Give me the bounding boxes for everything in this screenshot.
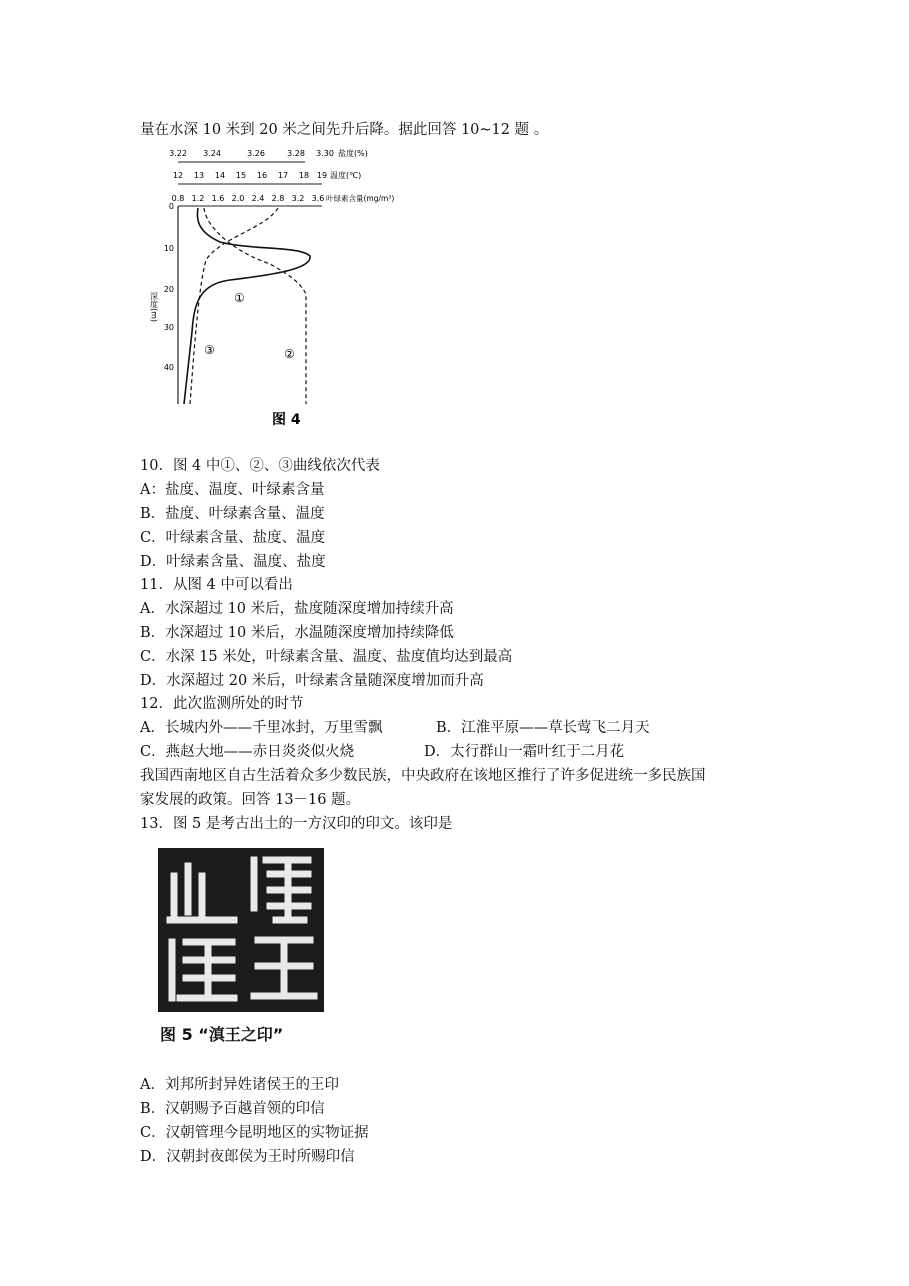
chlorophyll-tick: 2.4 [251,194,265,203]
q10-stem: 10．图 4 中①、②、③曲线依次代表 [140,458,380,474]
q12-option-a: A．长城内外——千里冰封，万里雪飘 [140,720,383,736]
q11-stem: 11．从图 4 中可以看出 [140,577,293,593]
depth-axis-label: 深度(m) [149,292,159,323]
temperature-tick: 17 [277,171,289,180]
curve-label-1: ① [234,291,245,305]
temperature-tick: 18 [298,171,310,180]
chlorophyll-tick: 1.2 [191,194,205,203]
q13-stem: 13．图 5 是考古出土的一方汉印的印文。该印是 [140,816,453,832]
salinity-axis-label: 盐度(%) [338,149,368,158]
curve-1 [184,208,310,404]
q10-option-c: C．叶绿素含量、盐度、温度 [140,530,326,546]
q12-option-b: B．江淮平原——草长莺飞二月天 [436,720,650,736]
depth-tick: 20 [163,285,174,294]
q10-option-b: B．盐度、叶绿素含量、温度 [140,506,325,522]
q12-option-c: C．燕赵大地——赤日炎炎似火烧 [140,744,355,760]
q11-option-b: B．水深超过 10 米后，水温随深度增加持续降低 [140,625,454,641]
temperature-tick: 12 [172,171,184,180]
q12-stem: 12．此次监测所处的时节 [140,696,304,712]
temperature-tick: 16 [256,171,268,180]
q13-option-b: B．汉朝赐予百越首领的印信 [140,1101,325,1117]
curve-label-3: ③ [204,343,215,357]
salinity-tick: 3.28 [287,149,305,158]
salinity-tick: 3.26 [247,149,265,158]
q13-option-a: A．刘邦所封异姓诸侯王的王印 [140,1077,339,1093]
passage-line-2: 家发展的政策。回答 13－16 题。 [140,792,361,808]
chlorophyll-tick: 1.6 [211,194,225,203]
temperature-tick: 14 [214,171,226,180]
chlorophyll-axis-label: 叶绿素含量(mg/m³) [326,194,395,203]
q10-option-d: D．叶绿素含量、温度、盐度 [140,554,326,570]
chlorophyll-tick: 0.8 [171,194,185,203]
chlorophyll-tick: 3.2 [291,194,305,203]
figure-5-caption: 图 5 “滇王之印” [160,1025,284,1044]
q13-option-d: D．汉朝封夜郎侯为王时所赐印信 [140,1149,355,1165]
q13-option-c: C．汉朝管理今昆明地区的实物证据 [140,1125,369,1141]
q11-option-d: D．水深超过 20 米后，叶绿素含量随深度增加而升高 [140,673,484,689]
q10-option-a: A：盐度、温度、叶绿素含量 [140,482,325,498]
depth-tick: 0 [168,202,174,211]
curve-label-2: ② [284,347,295,361]
depth-tick: 10 [163,244,174,253]
chlorophyll-tick: 2.8 [271,194,285,203]
temperature-axis-label: 温度(℃) [330,171,362,180]
intro-text: 量在水深 10 米到 20 米之间先升后降。据此回答 10~12 题 。 [140,122,549,138]
passage-line-1: 我国西南地区自古生活着众多少数民族，中央政府在该地区推行了许多促进统一多民族国 [140,768,706,784]
depth-tick: 30 [163,323,174,332]
curve-2 [204,208,306,404]
figure-4-chart [149,142,400,442]
temperature-tick: 15 [235,171,247,180]
chlorophyll-tick: 2.0 [231,194,245,203]
q12-option-d: D．太行群山一霜叶红于二月花 [424,744,625,760]
salinity-tick: 3.24 [203,149,221,158]
q11-option-c: C．水深 15 米处，叶绿素含量、温度、盐度值均达到最高 [140,649,513,665]
curve-3 [190,208,278,404]
q11-option-a: A．水深超过 10 米后，盐度随深度增加持续升高 [140,601,454,617]
figure-5-seal [158,848,324,1012]
chlorophyll-tick: 3.6 [311,194,325,203]
figure-4-caption: 图 4 [272,412,301,428]
temperature-tick: 19 [316,171,328,180]
temperature-tick: 13 [193,171,205,180]
salinity-tick: 3.22 [169,149,187,158]
depth-tick: 40 [163,363,174,372]
salinity-tick: 3.30 [316,149,334,158]
